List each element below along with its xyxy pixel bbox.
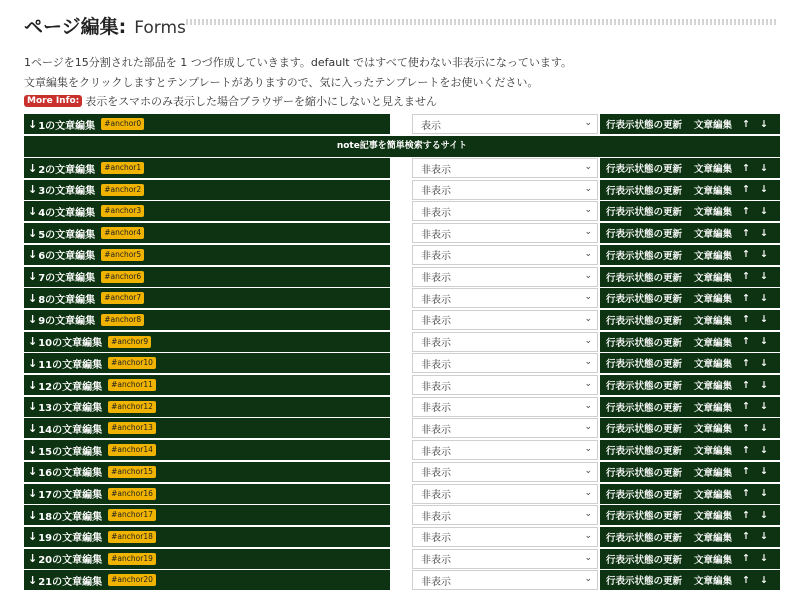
section-row xyxy=(24,484,780,504)
arrow-down-icon: ↓ xyxy=(28,378,38,392)
section-label: 21の文章編集 xyxy=(38,576,103,588)
visibility-select[interactable] xyxy=(412,505,598,525)
section-edit-link[interactable] xyxy=(24,527,390,547)
visibility-select[interactable] xyxy=(412,418,598,438)
section-row xyxy=(24,114,780,134)
update-state-button[interactable]: 行表示状態の更新 xyxy=(606,272,683,284)
visibility-value: 非表示 xyxy=(421,229,451,241)
visibility-select[interactable] xyxy=(412,397,598,417)
move-up-button[interactable]: ↑ xyxy=(742,401,750,413)
visibility-select[interactable] xyxy=(412,570,598,590)
anchor-badge: #anchor0 xyxy=(101,118,144,130)
visibility-select[interactable] xyxy=(412,114,598,134)
row-actions xyxy=(600,570,780,590)
section-edit-link[interactable] xyxy=(24,223,390,243)
row-actions xyxy=(600,397,780,417)
visibility-value: 非表示 xyxy=(421,207,451,219)
chevron-down-icon: ⌄ xyxy=(584,444,592,455)
arrow-down-icon: ↓ xyxy=(28,552,38,566)
section-banner[interactable]: note記事を簡単検索するサイト xyxy=(24,136,780,157)
row-actions xyxy=(600,375,780,395)
move-up-button[interactable]: ↑ xyxy=(742,488,750,499)
section-label: 13の文章編集 xyxy=(38,403,103,415)
anchor-badge: #anchor12 xyxy=(108,401,156,413)
description-line-2: 文章編集をクリックしますとテンプレートがありますので、気に入ったテンプレートをお使いください。 xyxy=(24,76,539,89)
visibility-value: 非表示 xyxy=(421,490,451,501)
arrow-down-icon: ↓ xyxy=(28,400,38,414)
move-up-button[interactable]: ↑ xyxy=(742,466,750,478)
chevron-down-icon: ⌄ xyxy=(584,313,592,324)
visibility-select[interactable] xyxy=(412,440,598,460)
arrow-down-icon: ↓ xyxy=(28,443,38,457)
update-state-button[interactable]: 行表示状態の更新 xyxy=(606,489,683,501)
section-label: 5の文章編集 xyxy=(38,229,96,241)
edit-text-button[interactable]: 文章編集 xyxy=(694,250,733,262)
move-down-button[interactable]: ↓ xyxy=(760,531,768,543)
page-title xyxy=(24,12,186,39)
anchor-badge: #anchor11 xyxy=(108,379,156,391)
chevron-down-icon: ⌄ xyxy=(584,162,592,172)
move-down-button[interactable]: ↓ xyxy=(760,271,768,282)
arrow-down-icon: ↓ xyxy=(28,530,38,544)
arrow-down-icon: ↓ xyxy=(28,226,38,240)
row-actions xyxy=(600,484,780,504)
visibility-value: 非表示 xyxy=(421,186,451,198)
section-edit-link[interactable] xyxy=(24,288,390,308)
arrow-down-icon: ↓ xyxy=(28,161,38,175)
section-edit-link[interactable] xyxy=(24,114,390,134)
arrow-down-icon: ↓ xyxy=(28,270,38,283)
chevron-down-icon: ⌄ xyxy=(584,335,592,346)
edit-text-button[interactable]: 文章編集 xyxy=(694,272,733,284)
row-actions xyxy=(600,310,780,330)
update-state-button[interactable]: 行表示状態の更新 xyxy=(606,185,683,197)
page-title-text: ページ編集: xyxy=(24,16,127,38)
section-label: 4の文章編集 xyxy=(38,207,96,219)
row-actions xyxy=(600,114,780,134)
move-down-button[interactable]: ↓ xyxy=(760,509,768,521)
edit-text-button[interactable]: 文章編集 xyxy=(694,294,733,306)
section-edit-link[interactable] xyxy=(24,484,390,504)
section-label: 12の文章編集 xyxy=(38,381,103,393)
section-row xyxy=(24,440,780,460)
anchor-badge: #anchor3 xyxy=(101,205,144,217)
more-info-badge: More Info: xyxy=(24,95,82,107)
visibility-value: 非表示 xyxy=(421,468,451,480)
visibility-select[interactable] xyxy=(412,310,598,330)
anchor-badge: #anchor4 xyxy=(101,227,144,239)
section-label: 16の文章編集 xyxy=(38,468,103,480)
anchor-badge: #anchor10 xyxy=(108,357,156,369)
update-state-button[interactable]: 行表示状態の更新 xyxy=(606,337,683,349)
visibility-value: 非表示 xyxy=(421,576,451,588)
update-state-button[interactable]: 行表示状態の更新 xyxy=(606,229,683,241)
visibility-select[interactable] xyxy=(412,462,598,482)
move-up-button[interactable]: ↑ xyxy=(742,531,750,543)
section-label: 14の文章編集 xyxy=(38,424,103,436)
update-state-button[interactable]: 行表示状態の更新 xyxy=(606,381,683,392)
move-up-button[interactable]: ↑ xyxy=(742,509,750,521)
anchor-badge: #anchor8 xyxy=(101,314,144,326)
section-row xyxy=(24,332,780,352)
visibility-select[interactable] xyxy=(412,245,598,265)
visibility-select[interactable] xyxy=(412,267,598,287)
row-actions xyxy=(600,527,780,547)
anchor-badge: #anchor6 xyxy=(101,271,144,283)
move-down-button[interactable]: ↓ xyxy=(760,379,768,391)
chevron-down-icon: ⌄ xyxy=(584,357,592,368)
section-label: 9の文章編集 xyxy=(38,316,96,328)
arrow-down-icon: ↓ xyxy=(28,248,38,262)
visibility-value: 非表示 xyxy=(421,273,451,284)
chevron-down-icon: ⌄ xyxy=(584,530,592,541)
chevron-down-icon: ⌄ xyxy=(584,292,592,303)
anchor-badge: #anchor18 xyxy=(108,531,156,543)
edit-text-button[interactable]: 文章編集 xyxy=(694,337,733,349)
update-state-button[interactable]: 行表示状態の更新 xyxy=(606,511,683,523)
move-down-button[interactable]: ↓ xyxy=(760,401,768,413)
arrow-down-icon: ↓ xyxy=(28,573,38,587)
title-divider xyxy=(186,19,778,25)
move-down-button[interactable]: ↓ xyxy=(760,249,768,261)
chevron-down-icon: ⌄ xyxy=(584,487,592,498)
section-label: 7の文章編集 xyxy=(38,273,96,284)
move-up-button[interactable]: ↑ xyxy=(742,292,750,304)
row-actions xyxy=(600,267,780,287)
section-row xyxy=(24,375,780,395)
section-edit-link[interactable] xyxy=(24,397,390,417)
visibility-value: 非表示 xyxy=(421,338,451,350)
section-edit-link[interactable] xyxy=(24,310,390,330)
section-label: 18の文章編集 xyxy=(38,511,103,523)
chevron-down-icon: ⌄ xyxy=(584,574,592,585)
chevron-down-icon: ⌄ xyxy=(584,509,592,520)
visibility-value: 非表示 xyxy=(421,164,451,176)
section-edit-link[interactable] xyxy=(24,570,390,590)
visibility-value: 非表示 xyxy=(421,446,451,458)
move-down-button[interactable]: ↓ xyxy=(760,488,768,499)
visibility-value: 非表示 xyxy=(421,424,451,436)
edit-text-button[interactable]: 文章編集 xyxy=(694,120,733,131)
edit-text-button[interactable]: 文章編集 xyxy=(694,315,733,327)
section-edit-link[interactable] xyxy=(24,332,390,352)
description-line-3 xyxy=(24,93,437,109)
row-actions xyxy=(600,180,780,200)
anchor-badge: #anchor7 xyxy=(101,292,144,304)
edit-text-button[interactable]: 文章編集 xyxy=(694,185,733,197)
move-up-button[interactable]: ↑ xyxy=(742,271,750,282)
section-row xyxy=(24,397,780,417)
row-actions xyxy=(600,201,780,221)
move-up-button[interactable]: ↑ xyxy=(742,422,750,434)
chevron-down-icon: ⌄ xyxy=(584,227,592,238)
section-edit-link[interactable] xyxy=(24,462,390,482)
section-label: 20の文章編集 xyxy=(38,555,103,567)
section-row xyxy=(24,201,780,221)
move-up-button[interactable]: ↑ xyxy=(742,444,750,456)
anchor-badge: #anchor9 xyxy=(108,336,151,348)
anchor-badge: #anchor14 xyxy=(108,444,156,456)
section-label: 19の文章編集 xyxy=(38,533,103,545)
chevron-down-icon: ⌄ xyxy=(584,379,592,389)
section-edit-link[interactable] xyxy=(24,440,390,460)
section-edit-link[interactable] xyxy=(24,418,390,438)
move-up-button[interactable]: ↑ xyxy=(742,357,750,369)
update-state-button[interactable]: 行表示状態の更新 xyxy=(606,294,683,306)
section-label: 3の文章編集 xyxy=(38,186,96,198)
update-state-button[interactable]: 行表示状態の更新 xyxy=(606,554,683,566)
arrow-down-icon: ↓ xyxy=(28,335,38,349)
section-label: 2の文章編集 xyxy=(38,164,96,176)
row-actions xyxy=(600,418,780,438)
section-row xyxy=(24,288,780,308)
update-state-button[interactable]: 行表示状態の更新 xyxy=(606,359,683,371)
update-state-button[interactable]: 行表示状態の更新 xyxy=(606,532,683,544)
arrow-down-icon: ↓ xyxy=(28,356,38,370)
move-up-button[interactable]: ↑ xyxy=(742,553,750,565)
chevron-down-icon: ⌄ xyxy=(584,422,592,433)
edit-text-button[interactable]: 文章編集 xyxy=(694,402,733,414)
section-edit-link[interactable] xyxy=(24,180,390,200)
move-down-button[interactable]: ↓ xyxy=(760,118,768,130)
visibility-select[interactable] xyxy=(412,332,598,352)
arrow-down-icon: ↓ xyxy=(28,291,38,305)
row-actions xyxy=(600,332,780,352)
edit-text-button[interactable]: 文章編集 xyxy=(694,424,733,436)
move-down-button[interactable]: ↓ xyxy=(760,162,768,174)
visibility-select[interactable] xyxy=(412,288,598,308)
update-state-button[interactable]: 行表示状態の更新 xyxy=(606,467,683,479)
section-row xyxy=(24,505,780,525)
arrow-down-icon: ↓ xyxy=(28,183,38,197)
move-up-button[interactable]: ↑ xyxy=(742,379,750,391)
visibility-value: 非表示 xyxy=(421,403,451,415)
move-down-button[interactable]: ↓ xyxy=(760,444,768,456)
arrow-down-icon: ↓ xyxy=(28,465,38,479)
section-row xyxy=(24,549,780,569)
arrow-down-icon: ↓ xyxy=(28,117,38,131)
update-state-button[interactable]: 行表示状態の更新 xyxy=(606,207,683,219)
move-down-button[interactable]: ↓ xyxy=(760,553,768,565)
anchor-badge: #anchor13 xyxy=(108,422,156,434)
move-up-button[interactable]: ↑ xyxy=(742,118,750,130)
section-row xyxy=(24,527,780,547)
move-down-button[interactable]: ↓ xyxy=(760,292,768,304)
move-down-button[interactable]: ↓ xyxy=(760,574,768,586)
chevron-down-icon: ⌄ xyxy=(584,465,592,476)
move-down-button[interactable]: ↓ xyxy=(760,205,768,217)
move-up-button[interactable]: ↑ xyxy=(742,574,750,586)
row-actions xyxy=(600,505,780,525)
move-down-button[interactable]: ↓ xyxy=(760,357,768,369)
section-row xyxy=(24,310,780,330)
edit-text-button[interactable]: 文章編集 xyxy=(694,554,733,566)
edit-text-button[interactable]: 文章編集 xyxy=(694,489,733,501)
row-actions xyxy=(600,288,780,308)
section-edit-link[interactable] xyxy=(24,267,390,287)
edit-text-button[interactable]: 文章編集 xyxy=(694,164,733,175)
section-row xyxy=(24,267,780,287)
chevron-down-icon: ⌄ xyxy=(584,400,592,411)
move-up-button[interactable]: ↑ xyxy=(742,162,750,174)
section-row xyxy=(24,418,780,438)
chevron-down-icon: ⌄ xyxy=(584,248,592,259)
visibility-value: 非表示 xyxy=(421,381,451,393)
move-down-button[interactable]: ↓ xyxy=(760,336,768,348)
arrow-down-icon: ↓ xyxy=(28,487,38,500)
anchor-badge: #anchor20 xyxy=(108,574,156,586)
visibility-select[interactable] xyxy=(412,158,598,178)
visibility-value: 非表示 xyxy=(421,294,451,306)
move-up-button[interactable]: ↑ xyxy=(742,249,750,261)
update-state-button[interactable]: 行表示状態の更新 xyxy=(606,315,683,327)
move-up-button[interactable]: ↑ xyxy=(742,336,750,348)
arrow-down-icon: ↓ xyxy=(28,313,38,327)
edit-text-button[interactable]: 文章編集 xyxy=(694,576,733,588)
visibility-select[interactable] xyxy=(412,527,598,547)
anchor-badge: #anchor19 xyxy=(108,553,156,565)
visibility-select[interactable] xyxy=(412,484,598,504)
anchor-badge: #anchor15 xyxy=(108,466,156,478)
section-label: 15の文章編集 xyxy=(38,446,103,458)
edit-text-button[interactable]: 文章編集 xyxy=(694,532,733,544)
section-label: 11の文章編集 xyxy=(38,359,103,371)
anchor-badge: #anchor17 xyxy=(108,509,156,521)
visibility-value: 非表示 xyxy=(421,359,451,371)
edit-text-button[interactable]: 文章編集 xyxy=(694,229,733,241)
section-edit-link[interactable] xyxy=(24,505,390,525)
visibility-select[interactable] xyxy=(412,180,598,200)
update-state-button[interactable]: 行表示状態の更新 xyxy=(606,250,683,262)
move-down-button[interactable]: ↓ xyxy=(760,466,768,478)
chevron-down-icon: ⌄ xyxy=(584,183,592,194)
row-actions xyxy=(600,353,780,373)
update-state-button[interactable]: 行表示状態の更新 xyxy=(606,164,683,175)
section-label: 10の文章編集 xyxy=(38,338,103,350)
visibility-value: 非表示 xyxy=(421,511,451,523)
section-edit-link[interactable] xyxy=(24,375,390,395)
row-actions xyxy=(600,440,780,460)
section-label: 8の文章編集 xyxy=(38,294,96,306)
anchor-badge: #anchor2 xyxy=(101,184,144,196)
move-down-button[interactable]: ↓ xyxy=(760,314,768,326)
section-row xyxy=(24,353,780,373)
section-row xyxy=(24,462,780,482)
chevron-down-icon: ⌄ xyxy=(584,552,592,563)
section-row xyxy=(24,180,780,200)
update-state-button[interactable]: 行表示状態の更新 xyxy=(606,576,683,588)
update-state-button[interactable]: 行表示状態の更新 xyxy=(606,120,683,131)
move-up-button[interactable]: ↑ xyxy=(742,227,750,239)
visibility-select[interactable] xyxy=(412,223,598,243)
arrow-down-icon: ↓ xyxy=(28,508,38,522)
chevron-down-icon: ⌄ xyxy=(584,205,592,216)
anchor-badge: #anchor1 xyxy=(101,162,144,174)
section-edit-link[interactable] xyxy=(24,353,390,373)
edit-text-button[interactable]: 文章編集 xyxy=(694,511,733,523)
description-line-1: 1ページを15分割された部品を 1 つづ作成していきます。default ではすべて使わない非表示になっています。 xyxy=(24,56,572,69)
visibility-value: 非表示 xyxy=(421,533,451,545)
move-up-button[interactable]: ↑ xyxy=(742,314,750,326)
section-edit-link[interactable] xyxy=(24,549,390,569)
move-up-button[interactable]: ↑ xyxy=(742,184,750,196)
visibility-value: 非表示 xyxy=(421,251,451,263)
row-actions xyxy=(600,245,780,265)
row-actions xyxy=(600,549,780,569)
section-row xyxy=(24,570,780,590)
visibility-value: 非表示 xyxy=(421,316,451,328)
row-actions xyxy=(600,462,780,482)
visibility-select[interactable] xyxy=(412,375,598,395)
section-row xyxy=(24,245,780,265)
anchor-badge: #anchor5 xyxy=(101,249,144,261)
section-label: 1の文章編集 xyxy=(38,120,96,132)
row-actions xyxy=(600,158,780,178)
update-state-button[interactable]: 行表示状態の更新 xyxy=(606,446,683,458)
section-edit-link[interactable] xyxy=(24,158,390,178)
page-subtitle: Forms xyxy=(134,18,186,38)
section-row xyxy=(24,158,780,178)
move-down-button[interactable]: ↓ xyxy=(760,184,768,196)
visibility-select[interactable] xyxy=(412,353,598,373)
visibility-value: 表示 xyxy=(421,120,441,132)
description-line-3-text: 表示をスマホのみ表示した場合ブラウザーを縮小にしないと見えません xyxy=(85,95,438,108)
section-label: 6の文章編集 xyxy=(38,251,96,263)
section-label: 17の文章編集 xyxy=(38,490,103,501)
move-down-button[interactable]: ↓ xyxy=(760,227,768,239)
arrow-down-icon: ↓ xyxy=(28,204,38,218)
visibility-value: 非表示 xyxy=(421,555,451,567)
move-down-button[interactable]: ↓ xyxy=(760,422,768,434)
chevron-down-icon: ⌄ xyxy=(584,270,592,281)
edit-text-button[interactable]: 文章編集 xyxy=(694,207,733,219)
row-actions xyxy=(600,223,780,243)
update-state-button[interactable]: 行表示状態の更新 xyxy=(606,402,683,414)
section-row xyxy=(24,223,780,243)
anchor-badge: #anchor16 xyxy=(108,488,156,500)
edit-text-button[interactable]: 文章編集 xyxy=(694,446,733,458)
move-up-button[interactable]: ↑ xyxy=(742,205,750,217)
update-state-button[interactable]: 行表示状態の更新 xyxy=(606,424,683,436)
edit-text-button[interactable]: 文章編集 xyxy=(694,467,733,479)
visibility-select[interactable] xyxy=(412,201,598,221)
edit-text-button[interactable]: 文章編集 xyxy=(694,381,733,392)
edit-text-button[interactable]: 文章編集 xyxy=(694,359,733,371)
chevron-down-icon: ⌄ xyxy=(584,118,592,128)
section-edit-link[interactable] xyxy=(24,201,390,221)
arrow-down-icon: ↓ xyxy=(28,421,38,435)
visibility-select[interactable] xyxy=(412,549,598,569)
section-edit-link[interactable] xyxy=(24,245,390,265)
